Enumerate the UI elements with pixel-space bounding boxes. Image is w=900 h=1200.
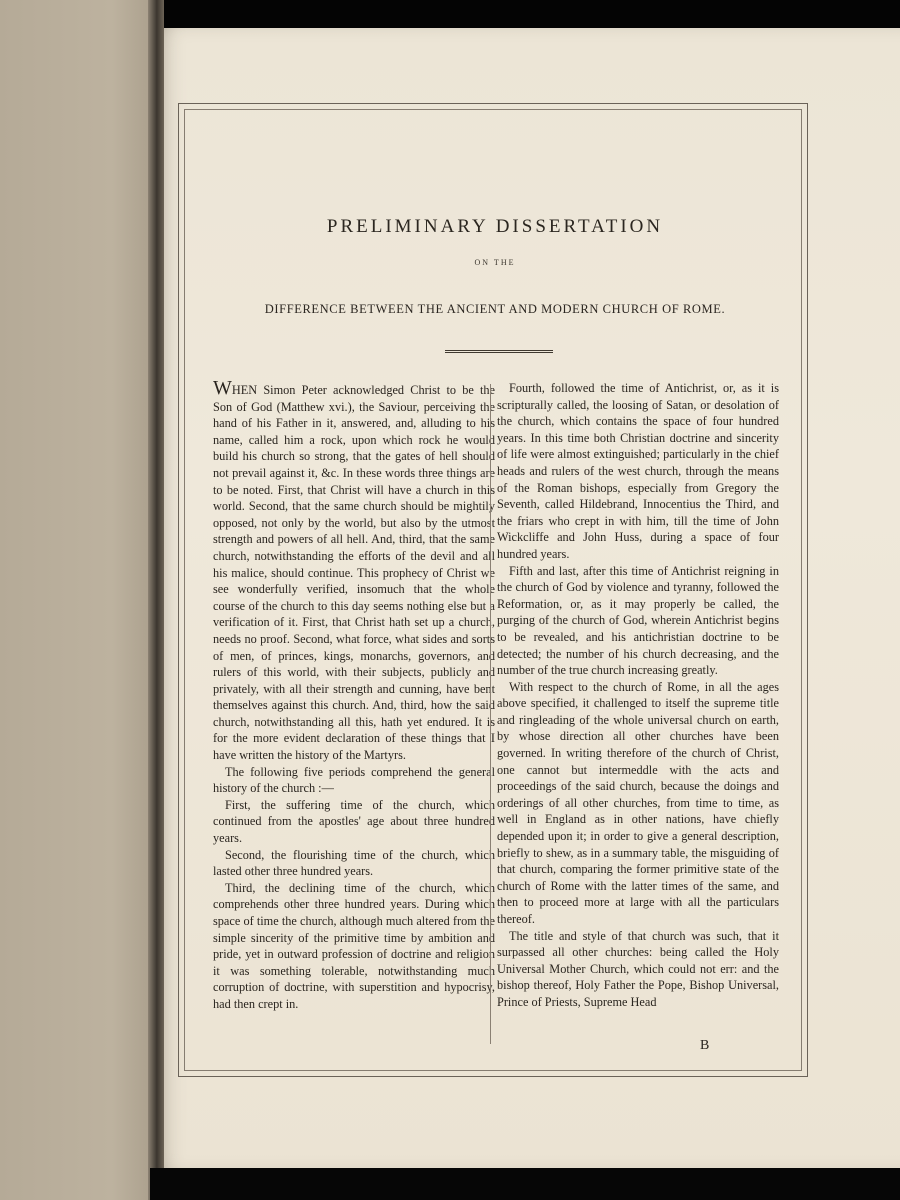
title-connector: ON THE bbox=[474, 258, 516, 267]
page-subtitle: DIFFERENCE BETWEEN THE ANCIENT AND MODERN CHURCH OF ROME. bbox=[264, 302, 726, 316]
column-divider bbox=[490, 384, 491, 1044]
text-column-right bbox=[497, 380, 779, 1050]
background-bottom bbox=[150, 1168, 900, 1200]
paragraph: Third, the declining time of the church, which comprehends other three hundred years. During which space of time the church, although much altered from the simple sincerity of the primitive time by ambition and pride, yet in outward profession of doctrine and religion it was something tolerable, notwithstanding much corruption of doctrine, with superstition and hypocrisy, had then crept in. bbox=[213, 880, 495, 1011]
text-column-left bbox=[213, 380, 495, 1050]
facing-page bbox=[0, 0, 160, 1200]
page-title: PRELIMINARY DISSERTATION bbox=[326, 216, 664, 237]
drop-capital: W bbox=[213, 380, 232, 399]
signature-mark: B bbox=[700, 1038, 710, 1053]
paragraph: The following five periods comprehend the general history of the church :— bbox=[213, 764, 495, 796]
book-gutter bbox=[148, 0, 164, 1200]
title-rule bbox=[445, 350, 553, 353]
paragraph: WHEN Simon Peter acknowledged Christ to be the Son of God (Matthew xvi.), the Saviour, perceiving the hand of his Father in it, answered, and, alluding to his name, called him a rock, upon which rock he would build his church so strong, that the gates of hell should not prevail against it, &c. In these words three things are to be noted. First, that Christ will have a church in this world. Second, that the same church should be mightily opposed, not only by the world, but also by the utmost strength and powers of all hell. And, third, that the same church, notwithstanding the efforts of the devil and all his malice, should continue. This prophecy of Christ we see wonderfully verified, insomuch that the whole course of the church to this day seems nothing else but a verification of it. First, that Christ hath set up a church, needs no proof. Second, what force, what sides and sorts of men, of princes, kings, monarchs, governors, and rulers of this world, with their subjects, publicly and privately, with all their strength and cunning, have bent themselves against this church. And, third, how the said church, notwithstanding all this, hath yet endured. It is for the more evident declaration of these things that I have written the history of the Martyrs. bbox=[213, 380, 495, 764]
paragraph: Fifth and last, after this time of Antichrist reigning in the church of God by violence and tyranny, followed the Reformation, or, as it may properly be called, the purging of the church of God, wherein Antichrist begins to be revealed, and his antichristian doctrine to be detected; the number of his church decreasing, and the number of the true church increasing greatly. bbox=[497, 563, 779, 678]
paragraph: First, the suffering time of the church, which continued from the apostles' age about three hundred years. bbox=[213, 797, 495, 846]
paragraph: With respect to the church of Rome, in all the ages above specified, it challenged to itself the supreme title and ringleading of the whole universal church on earth, by whose direction all other churches have been governed. In writing therefore of the church of Christ, one cannot but intermeddle with the acts and proceedings of the said church, because the doings and orderings of all other churches, from time to time, as well in England as in other nations, have chiefly depended upon it; in order to give a general description, briefly to shew, as in a summary table, the misguiding of that church, comparing the former primitive state of the church of Rome with the latter times of the same, and then to proceed more at large with all the particulars thereof. bbox=[497, 679, 779, 926]
paragraph: Fourth, followed the time of Antichrist, or, as it is scripturally called, the loosing of Satan, or desolation of the church, which contains the space of four hundred years. In this time both Christian doctrine and sincerity of life were almost extinguished; particularly in the chief heads and rulers of the west church, through the means of the Roman bishops, especially from Gregory the Seventh, called Hildebrand, Innocentius the Third, and the friars who crept in with him, till the time of John Wickcliffe and John Huss, during a space of four hundred years. bbox=[497, 381, 779, 561]
paragraph: Second, the flourishing time of the church, which lasted other three hundred years. bbox=[213, 847, 495, 879]
paragraph: The title and style of that church was such, that it surpassed all other churches: being called the Holy Universal Mother Church, which could not err: and the bishop thereof, Holy Father the Pope, Bishop Universal, Prince of Priests, Supreme Head bbox=[497, 928, 779, 1009]
